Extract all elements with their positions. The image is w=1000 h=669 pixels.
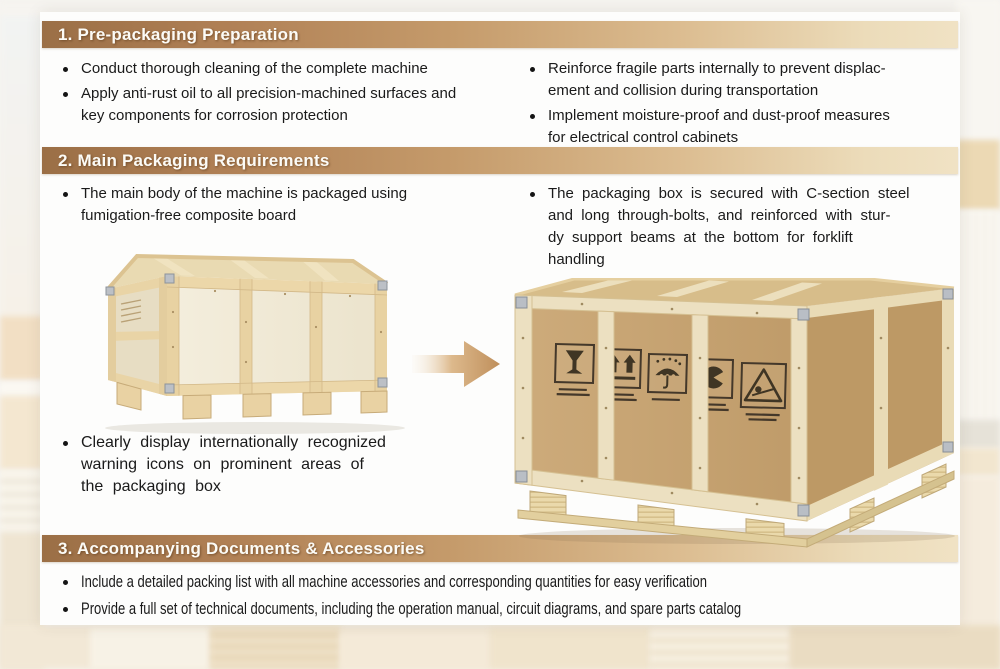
section1-right-list (527, 58, 957, 152)
bullet-text: The main body of the machine is packaged using fumigation-free composite board (81, 185, 408, 224)
bullet-dot (530, 114, 535, 119)
bullet-text: Clearly display internationally recognized warning icons on prominent areas of the packaging box (81, 434, 386, 495)
section-header-3: 3. Accompanying Documents & Accessories (42, 535, 958, 562)
background-right-box (956, 140, 1000, 210)
list-item (60, 58, 515, 80)
background-crate-blur (340, 632, 490, 669)
bullet-dot (63, 607, 68, 612)
plain-crate-image (95, 252, 405, 437)
section2-left-list (60, 183, 510, 230)
list-item (60, 599, 960, 621)
bullet-dot (530, 192, 535, 197)
section3-list (60, 572, 960, 626)
background-left-wall (0, 16, 42, 316)
background-right-box (956, 448, 1000, 476)
list-item (60, 572, 960, 594)
bullet-text: Implement moisture-proof and dust-proof measures for electrical control cabinets (548, 107, 890, 146)
background-right-shelf (956, 420, 1000, 448)
bullet-text: Apply anti-rust oil to all precision-machined surfaces and key components for corrosion protection (81, 85, 457, 124)
background-left-shelf (0, 382, 44, 396)
section2-left-list-below-image (60, 432, 490, 501)
list-item (527, 105, 957, 149)
list-item (60, 83, 515, 127)
bullet-text: Conduct thorough cleaning of the complete machine (81, 60, 428, 77)
bullet-dot (63, 67, 68, 72)
background-left-box (0, 396, 44, 470)
section-header-1: 1. Pre-packaging Preparation (42, 21, 958, 48)
background-crate-blur (210, 626, 340, 669)
background-crate-blur (790, 626, 1000, 669)
background-crate-blur (650, 630, 790, 669)
list-item (527, 183, 959, 271)
bullet-text: The packaging box is secured with C-section steel and long through-bolts, and reinforced with stur- dy support beams at the bottom for forklift handling (548, 185, 910, 268)
crate-shadow (105, 422, 405, 434)
bullet-text: Include a detailed packing list with all machine accessories and corresponding quantities for easy verification (81, 573, 708, 591)
background-right-wall (956, 0, 1000, 140)
background-left-drawers (0, 470, 44, 532)
background-crate-blur (490, 628, 650, 669)
right-arrow-icon (412, 334, 502, 394)
section1-left-list (60, 58, 515, 130)
bullet-dot (63, 441, 68, 446)
list-item (60, 432, 490, 498)
bullet-dot (63, 580, 68, 585)
bullet-text: Provide a full set of technical documents, including the operation manual, circuit diagrams, and spare parts catalog (81, 600, 742, 618)
section-header-2: 2. Main Packaging Requirements (42, 147, 958, 174)
bullet-dot (63, 192, 68, 197)
marked-crate-image (502, 278, 962, 548)
bullet-dot (530, 67, 535, 72)
background-left-box (0, 316, 44, 380)
section2-right-list (527, 183, 959, 274)
bullet-dot (63, 92, 68, 97)
list-item (60, 183, 510, 227)
background-crate-blur (90, 628, 210, 669)
content-panel (40, 12, 960, 625)
bullet-text: Reinforce fragile parts internally to prevent displac- ement and collision during transportation (548, 60, 886, 99)
background-right-shelving (956, 210, 1000, 420)
list-item (527, 58, 957, 102)
